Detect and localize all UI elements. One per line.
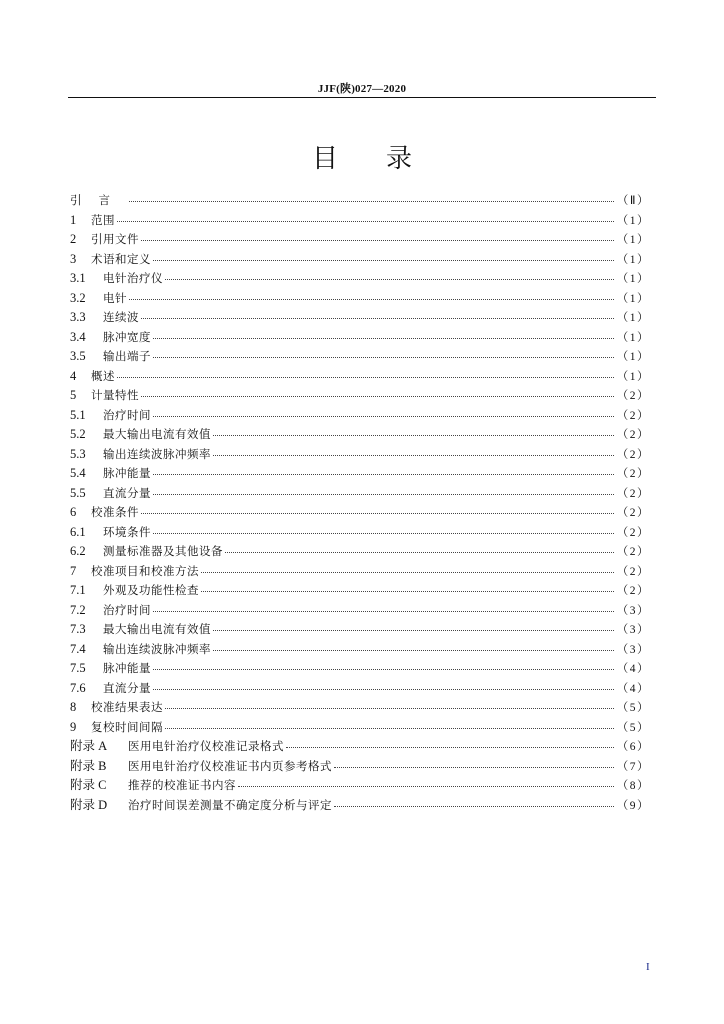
toc-entry-page: （2） <box>616 507 650 519</box>
toc-entry[interactable] <box>70 386 650 406</box>
toc-entry-page: （1） <box>616 253 650 266</box>
toc-entry-label: 脉冲能量 <box>103 466 151 480</box>
toc-entry-number: 附录 C <box>70 778 107 792</box>
dot-leader <box>201 590 614 592</box>
title-part-1: 目 <box>311 144 338 174</box>
toc-entry[interactable] <box>70 679 650 699</box>
toc-entry-label: 脉冲能量 <box>103 661 151 675</box>
dot-leader <box>141 395 614 397</box>
toc-entry[interactable] <box>70 523 650 543</box>
toc-entry-number: 3 <box>70 251 77 266</box>
toc-entry-page: （2） <box>616 409 650 422</box>
dot-leader <box>117 376 614 378</box>
toc-entry-number: 7.1 <box>70 583 86 597</box>
toc-entry[interactable] <box>70 425 650 445</box>
toc-entry-label: 校准项目和校准方法 <box>91 563 199 578</box>
toc-entry-label: 输出端子 <box>103 349 151 363</box>
toc-entry[interactable] <box>70 464 650 484</box>
toc-entry-page: （4） <box>616 682 650 695</box>
toc-entry[interactable] <box>70 406 650 426</box>
toc-entry[interactable] <box>70 757 650 777</box>
toc-entry-number: 附录 A <box>70 739 108 753</box>
dot-leader <box>129 200 614 202</box>
toc-entry-page: （3） <box>616 604 650 617</box>
toc-entry-number: 7 <box>70 563 77 578</box>
title-part-2: 录 <box>386 144 413 174</box>
dot-leader <box>153 610 614 612</box>
toc-entry-label: 复校时间间隔 <box>91 719 163 734</box>
toc-entry-label: 引言 <box>70 193 127 207</box>
toc-entry[interactable] <box>70 347 650 367</box>
toc-entry-number: 5.4 <box>70 466 86 480</box>
toc-entry-number: 7.3 <box>70 622 86 636</box>
page-title <box>0 138 724 175</box>
toc-entry-page: （6） <box>616 741 650 753</box>
dot-leader <box>213 629 614 631</box>
dot-leader <box>213 434 614 436</box>
dot-leader <box>153 532 614 534</box>
toc-entry-label: 电针治疗仪 <box>103 271 163 285</box>
toc-entry-label: 概述 <box>91 368 115 383</box>
dot-leader <box>153 493 614 495</box>
toc-entry-page: （5） <box>616 721 650 734</box>
toc-entry[interactable] <box>70 308 650 328</box>
toc-entry-number: 5.5 <box>70 485 86 500</box>
toc-entry-page: （1） <box>616 234 650 246</box>
toc-entry[interactable] <box>70 445 650 465</box>
toc-entry-page: （2） <box>616 526 650 539</box>
toc-entry[interactable] <box>70 211 650 231</box>
toc-entry[interactable] <box>70 503 650 523</box>
toc-entry-number: 4 <box>70 368 77 383</box>
toc-entry-label: 输出连续波脉冲频率 <box>103 641 211 656</box>
toc-entry-page: （7） <box>616 760 650 773</box>
toc-entry-label: 医用电针治疗仪校准证书内页参考格式 <box>128 758 332 773</box>
toc-entry-number: 6.2 <box>70 544 86 558</box>
toc-entry[interactable] <box>70 620 650 640</box>
toc-entry-label: 电针 <box>103 290 127 305</box>
dot-leader <box>153 415 614 417</box>
toc-entry-label: 校准结果表达 <box>91 700 163 714</box>
header-rule <box>68 97 656 98</box>
toc-entry-number: 2 <box>70 232 77 246</box>
toc-entry-number: 7.6 <box>70 680 86 695</box>
document-code: JJF(陕)027—2020 <box>317 83 407 95</box>
toc-entry-page: （2） <box>616 468 650 480</box>
toc-entry-page: （9） <box>616 799 650 812</box>
toc-entry-page: （3） <box>616 624 650 636</box>
toc-entry-label: 环境条件 <box>103 524 151 539</box>
toc-entry-number: 7.2 <box>70 602 86 617</box>
dot-leader <box>165 727 614 729</box>
toc-entry-label: 治疗时间 <box>103 407 151 422</box>
toc-entry-label: 治疗时间 <box>103 602 151 617</box>
dot-leader <box>141 239 614 241</box>
toc-entry-label: 脉冲宽度 <box>103 329 151 344</box>
toc-entry-number: 3.4 <box>70 329 86 344</box>
toc-entry-number: 5.1 <box>70 407 86 422</box>
dot-leader <box>153 337 614 339</box>
toc-entry[interactable] <box>70 250 650 270</box>
toc-entry-label: 校准条件 <box>91 505 139 519</box>
toc-entry-number: 8 <box>70 700 77 714</box>
toc-entry[interactable] <box>70 269 650 289</box>
toc-entry-page: （1） <box>616 351 650 363</box>
toc-entry[interactable] <box>70 484 650 504</box>
toc-entry[interactable] <box>70 718 650 738</box>
toc-entry[interactable] <box>70 776 650 796</box>
toc-entry-number: 9 <box>70 719 77 734</box>
dot-leader <box>129 298 614 300</box>
toc-entry[interactable] <box>70 601 650 621</box>
toc-entry-number: 7.5 <box>70 661 86 675</box>
toc-entry-number: 6.1 <box>70 524 86 539</box>
toc-entry[interactable] <box>70 562 650 582</box>
toc-entry-label: 最大输出电流有效值 <box>103 622 211 636</box>
toc-entry-page: （1） <box>616 312 650 324</box>
dot-leader <box>141 512 614 514</box>
dot-leader <box>225 551 614 553</box>
dot-leader <box>213 454 614 456</box>
toc-entry[interactable] <box>70 289 650 309</box>
toc-entry[interactable] <box>70 737 650 757</box>
toc-entry-label: 术语和定义 <box>91 251 151 266</box>
toc-entry-label: 计量特性 <box>91 388 139 402</box>
toc-entry-page: （Ⅱ） <box>616 195 650 207</box>
toc-entry-number: 附录 B <box>70 758 107 773</box>
dot-leader <box>141 317 614 319</box>
dot-leader <box>165 278 614 280</box>
toc-entry-page: （2） <box>616 585 650 597</box>
dot-leader <box>213 649 614 651</box>
toc-entry-number: 3.2 <box>70 290 86 305</box>
toc-entry-number: 3.5 <box>70 349 86 363</box>
page-number: I <box>646 961 650 973</box>
dot-leader <box>153 688 614 690</box>
dot-leader <box>153 668 614 670</box>
toc-entry[interactable] <box>70 191 650 211</box>
toc-entry[interactable] <box>70 659 650 679</box>
toc-entry-label: 医用电针治疗仪校准记录格式 <box>128 739 284 753</box>
toc-entry-number: 1 <box>70 212 77 227</box>
toc-entry-page: （1） <box>616 214 650 227</box>
table-of-contents <box>70 191 650 815</box>
toc-entry-number: 6 <box>70 505 77 519</box>
toc-entry-label: 引用文件 <box>91 232 139 246</box>
toc-entry-label: 直流分量 <box>103 485 151 500</box>
dot-leader <box>201 571 614 573</box>
toc-entry-page: （3） <box>616 643 650 656</box>
toc-entry-page: （4） <box>616 663 650 675</box>
toc-entry-number: 5 <box>70 388 77 402</box>
toc-entry[interactable] <box>70 542 650 562</box>
dot-leader <box>286 746 614 748</box>
dot-leader <box>153 473 614 475</box>
toc-entry[interactable] <box>70 328 650 348</box>
toc-entry-number: 3.3 <box>70 310 86 324</box>
toc-entry-label: 推荐的校准证书内容 <box>128 778 236 792</box>
toc-entry-label: 连续波 <box>103 310 139 324</box>
dot-leader <box>153 356 614 358</box>
toc-entry-label: 范围 <box>91 212 115 227</box>
toc-entry[interactable] <box>70 230 650 250</box>
toc-entry-page: （2） <box>616 565 650 578</box>
toc-entry-page: （1） <box>616 370 650 383</box>
toc-entry-page: （1） <box>616 331 650 344</box>
toc-entry[interactable] <box>70 367 650 387</box>
toc-entry-number: 5.3 <box>70 446 86 461</box>
toc-entry-label: 最大输出电流有效值 <box>103 427 211 441</box>
dot-leader <box>334 766 614 768</box>
toc-entry-page: （2） <box>616 429 650 441</box>
toc-entry-label: 直流分量 <box>103 680 151 695</box>
dot-leader <box>238 785 614 787</box>
toc-entry[interactable] <box>70 640 650 660</box>
toc-entry-number: 3.1 <box>70 271 86 285</box>
toc-entry-page: （2） <box>616 390 650 402</box>
toc-entry-page: （2） <box>616 487 650 500</box>
toc-entry-page: （1） <box>616 273 650 285</box>
toc-entry-label: 治疗时间误差测量不确定度分析与评定 <box>128 797 332 812</box>
toc-entry-page: （2） <box>616 546 650 558</box>
toc-entry-number: 5.2 <box>70 427 86 441</box>
toc-entry[interactable] <box>70 796 650 816</box>
toc-entry-page: （1） <box>616 292 650 305</box>
dot-leader <box>153 259 614 261</box>
toc-entry-number: 7.4 <box>70 641 86 656</box>
toc-entry-page: （2） <box>616 448 650 461</box>
dot-leader <box>165 707 614 709</box>
toc-entry[interactable] <box>70 698 650 718</box>
toc-entry-label: 输出连续波脉冲频率 <box>103 446 211 461</box>
toc-entry-label: 外观及功能性检查 <box>103 583 199 597</box>
toc-entry[interactable] <box>70 581 650 601</box>
toc-entry-label: 测量标准器及其他设备 <box>103 544 223 558</box>
toc-entry-page: （5） <box>616 702 650 714</box>
toc-entry-number: 附录 D <box>70 797 108 812</box>
dot-leader <box>334 805 614 807</box>
dot-leader <box>117 220 614 222</box>
toc-entry-page: （8） <box>616 780 650 792</box>
